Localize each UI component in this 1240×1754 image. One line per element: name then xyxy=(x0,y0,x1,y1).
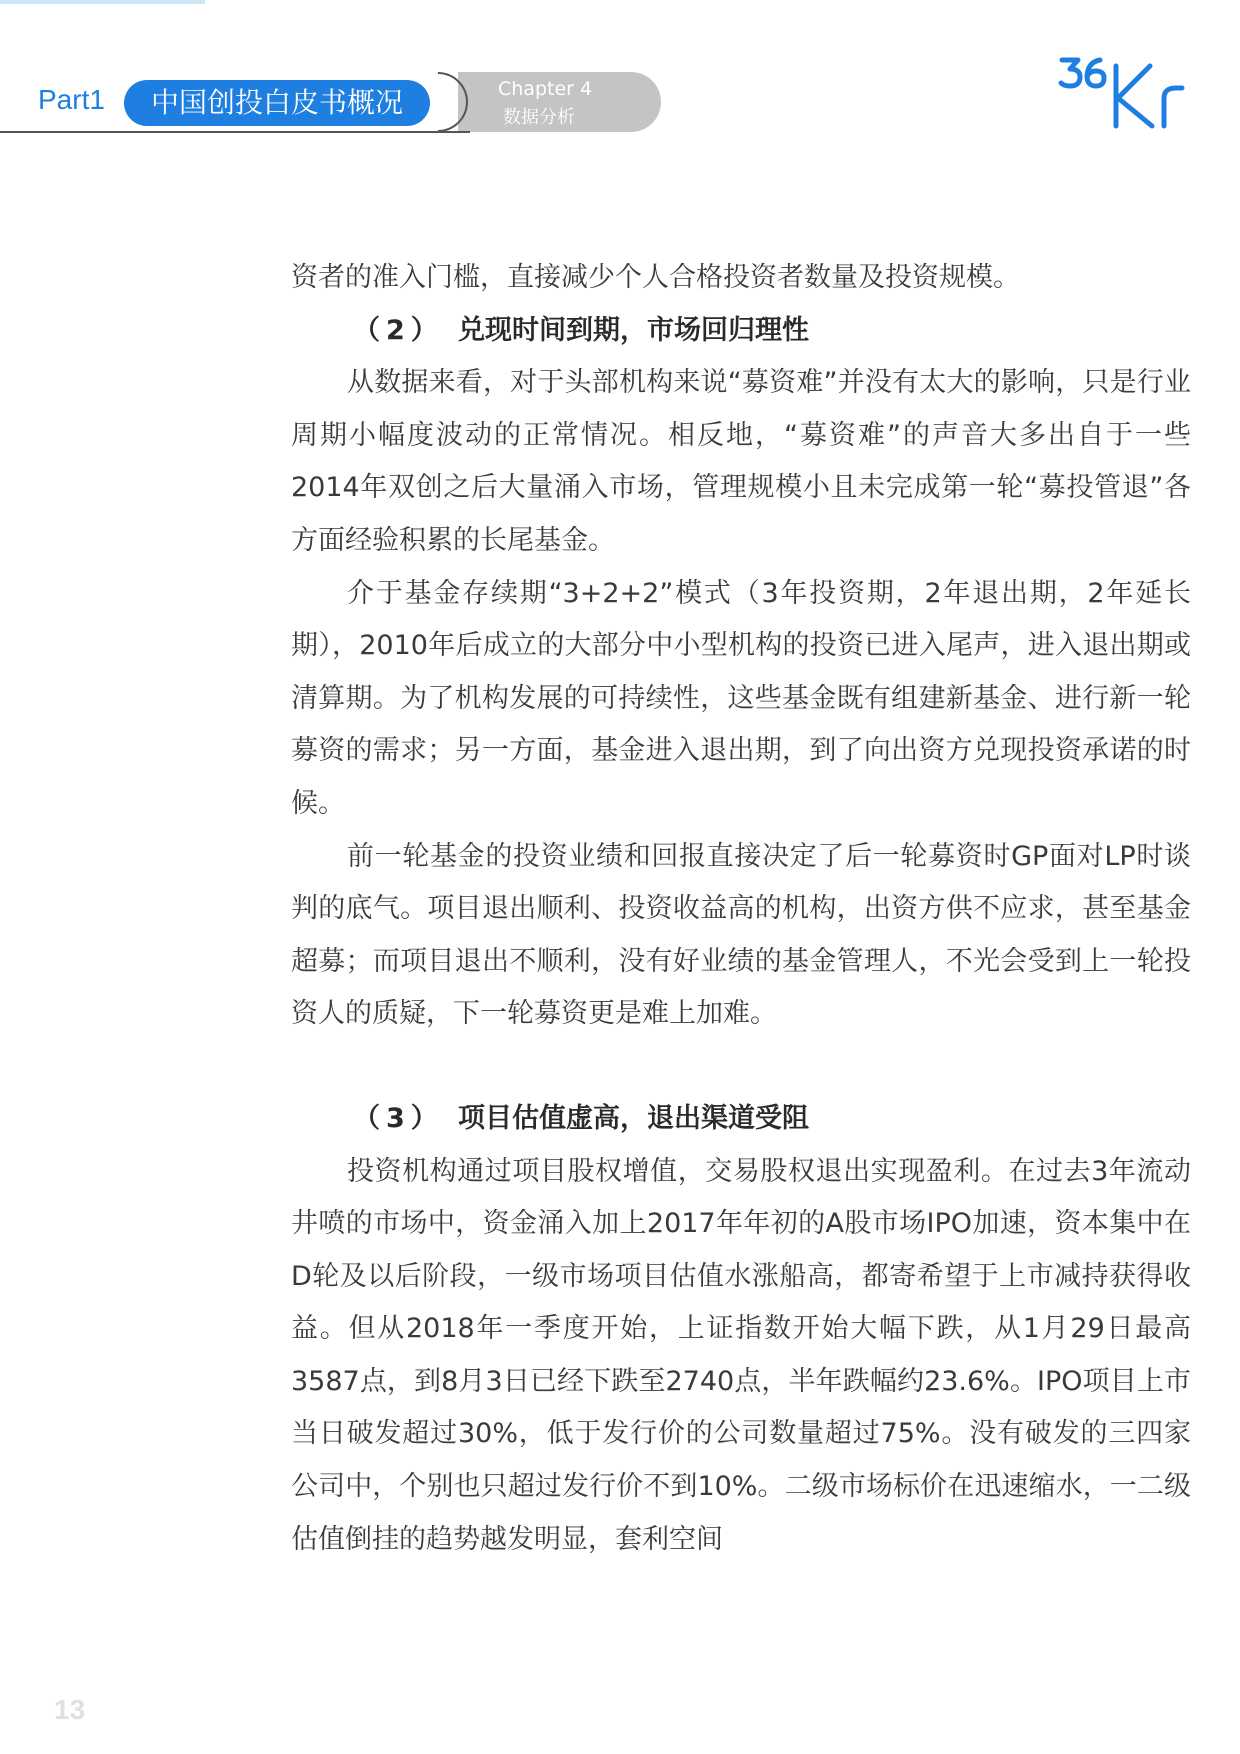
section-title-3: 项目估值虚高，退出渠道受阻 xyxy=(458,1102,809,1134)
header-divider xyxy=(0,131,470,133)
chapter-subtitle: 数据分析 xyxy=(503,107,575,128)
section-heading-3 xyxy=(291,1093,1191,1146)
page-number: 13 xyxy=(54,1694,86,1725)
section-number-3: （3） xyxy=(353,1102,444,1134)
paragraph-2: 从数据来看，对于头部机构来说“募资难”并没有太大的影响，只是行业周期小幅度波动的正常情况。相反地，“募资难”的声音大多出自于一些2014年双创之后大量涌入市场，管理规模小且未完成第一轮“募投管退”各方面经验积累的长尾基金。 xyxy=(291,367,1191,556)
paragraph-5: 投资机构通过项目股权增值，交易股权退出实现盈利。在过去3年流动井喷的市场中，资金涌入加上2017年年初的A股市场IPO加速，资本集中在D轮及以后阶段，一级市场项目估值水涨船高，都寄希望于上市减持获得收益。但从2018年一季度开始，上证指数开始大幅下跌，从1月29日最高3587点，到8月3日已经下跌至2740点，半年跌幅约23.6%。IPO项目上市当日破发超过30%，低于发行价的公司数量超过75%。没有破发的三四家公司中，个别也只超过发行价不到10%。二级市场标价在迅速缩水，一二级估值倒挂的趋势越发明显，套利空间 xyxy=(291,1155,1191,1555)
article-body xyxy=(291,252,1191,1566)
chapter-title: Chapter 4 xyxy=(498,78,593,100)
part-title-badge: 中国创投白皮书概况 xyxy=(124,80,430,126)
part-label: Part1 xyxy=(38,84,105,115)
paragraph-4: 前一轮基金的投资业绩和回报直接决定了后一轮募资时GP面对LP时谈判的底气。项目退出顺利、投资收益高的机构，出资方供不应求，甚至基金超募；而项目退出不顺利，没有好业绩的基金管理人，不光会受到上一轮投资人的质疑，下一轮募资更是难上加难。 xyxy=(291,840,1191,1030)
logo-36kr-icon xyxy=(1056,52,1188,132)
paragraph-1: 资者的准入门槛，直接减少个人合格投资者数量及投资规模。 xyxy=(291,262,1020,293)
page-header xyxy=(0,0,1240,140)
section-gap xyxy=(291,1041,1191,1093)
section-title-2: 兑现时间到期，市场回归理性 xyxy=(458,314,809,346)
section-number-2: （2） xyxy=(353,314,444,346)
paragraph-3: 介于基金存续期“3+2+2”模式（3年投资期，2年退出期，2年延长期），2010年后成立的大部分中小型机构的投资已进入尾声，进入退出期或清算期。为了机构发展的可持续性，这些基金既有组建新基金、进行新一轮募资的需求；另一方面，基金进入退出期，到了向出资方兑现投资承诺的时候。 xyxy=(291,577,1191,819)
section-heading-2 xyxy=(291,305,1191,358)
